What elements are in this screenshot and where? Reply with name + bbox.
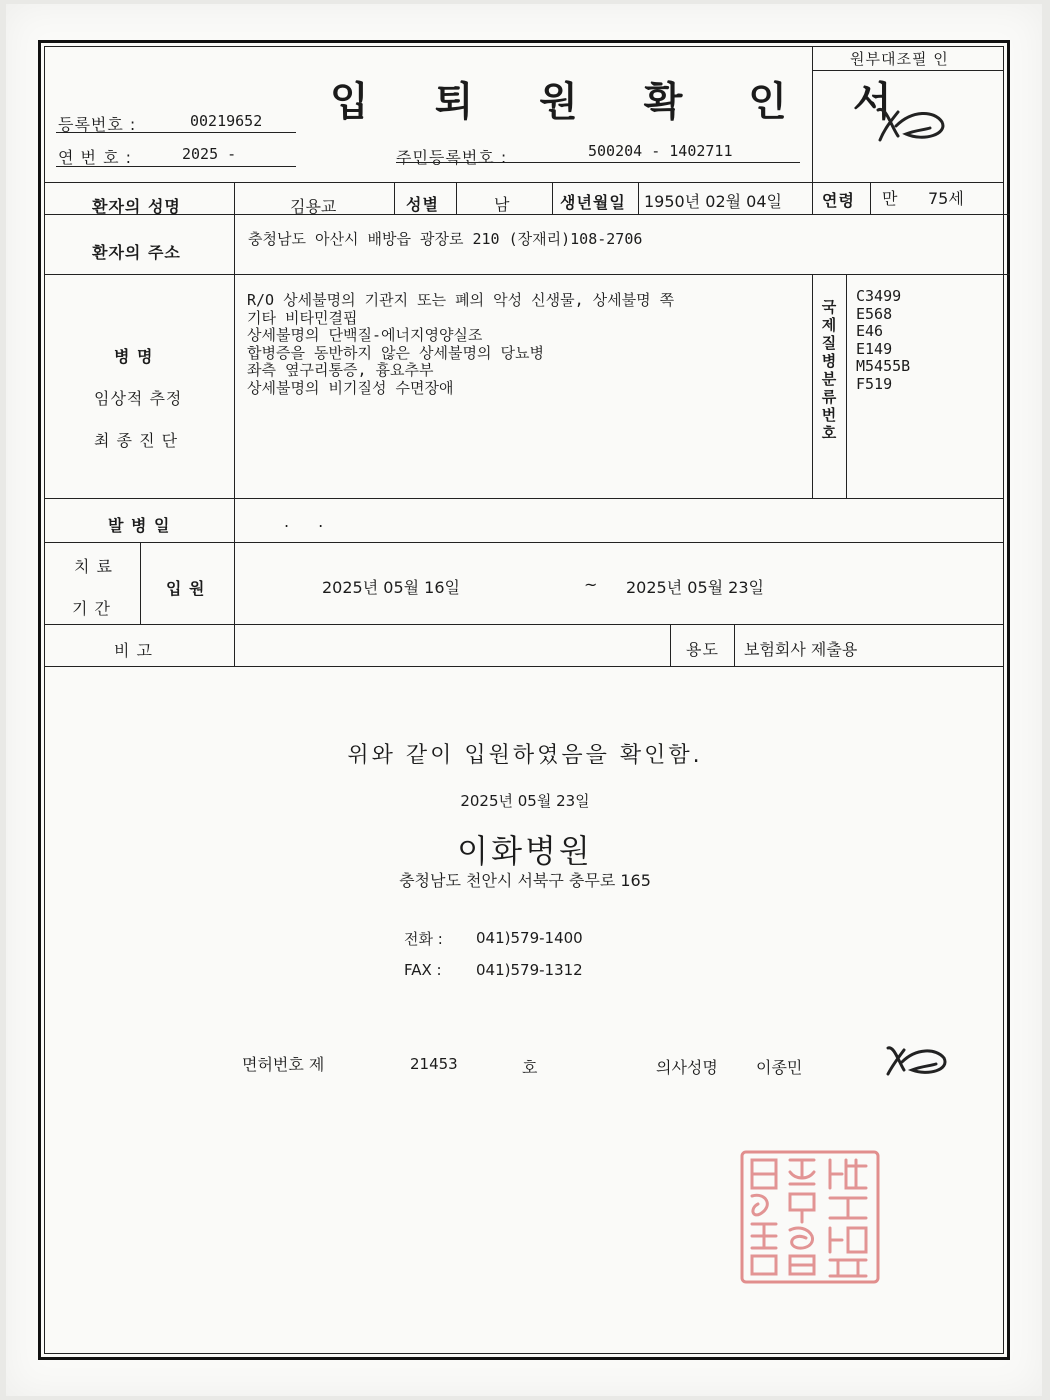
doctor-name: 이종민	[756, 1058, 803, 1077]
row-line-remarks	[44, 666, 1004, 667]
row-line-diagnosis	[44, 498, 1004, 499]
age-label: 연령	[822, 191, 855, 210]
doctor-signature	[882, 1040, 952, 1082]
purpose-value: 보험회사 제출용	[744, 640, 858, 659]
final-diagnosis-label: 최 종 진 단	[94, 431, 179, 450]
table-top-line	[44, 182, 1004, 183]
patient-name-label: 환자의 성명	[92, 197, 181, 216]
diagnosis-label: 병 명	[114, 347, 154, 366]
row-line-treatment	[44, 624, 1004, 625]
row-line-address	[44, 274, 1010, 275]
row-line-name	[44, 214, 1010, 215]
label-column-line	[234, 182, 235, 666]
dob-label-right	[638, 182, 639, 214]
diagnosis-line: R/O 상세불명의 기관지 또는 폐의 악성 신생물, 상세불명 쪽	[247, 291, 675, 309]
admission-from: 2025년 05월 16일	[322, 578, 460, 597]
sex-value: 남	[494, 195, 510, 214]
document-title: 입 퇴 원 확 인 서	[330, 79, 918, 125]
license-suffix: 호	[522, 1058, 538, 1077]
confirmation-text: 위와 같이 입원하였음을 확인함.	[347, 743, 703, 768]
clinical-estimate-label: 임상적 추정	[94, 389, 183, 408]
age-value: 75세	[928, 189, 964, 208]
rrn-underline	[396, 162, 800, 163]
onset-value: . .	[284, 512, 336, 531]
age-prefix: 만	[882, 189, 898, 208]
stamp-box-left	[812, 46, 813, 182]
rrn-label: 주민등록번호 :	[396, 148, 508, 167]
disease-code-label: 국제질병 분류번호	[821, 298, 837, 442]
purpose-label: 용도	[686, 640, 719, 659]
remarks-label: 비 고	[114, 641, 153, 660]
code-label-left	[812, 274, 813, 498]
phone-value: 041)579-1400	[476, 929, 583, 947]
diagnosis-list	[247, 292, 674, 397]
license-label: 면허번호 제	[242, 1055, 325, 1074]
original-check-label: 원부대조필 인	[850, 50, 949, 68]
admission-tilde: ~	[584, 575, 598, 594]
diagnosis-line: 좌측 옆구리통증, 흉요추부	[247, 361, 434, 379]
issue-date: 2025년 05월 23일	[460, 792, 590, 810]
address-label: 환자의 주소	[92, 243, 181, 262]
disease-code: M5455B	[856, 357, 911, 375]
doctor-name-label: 의사성명	[656, 1058, 718, 1077]
reg-no-label: 등록번호 :	[58, 115, 137, 134]
code-label-right	[846, 274, 847, 498]
signature-mark-top	[872, 100, 952, 150]
treatment-label-bottom: 기 간	[72, 599, 111, 618]
admission-to: 2025년 05월 23일	[626, 578, 764, 597]
dob-label: 생년월일	[560, 193, 626, 212]
age-label-right	[870, 182, 871, 214]
serial-underline	[56, 166, 296, 167]
disease-code: E568	[856, 304, 893, 323]
dob-label-left	[552, 182, 553, 214]
purpose-label-right	[734, 624, 735, 666]
sex-label: 성별	[406, 195, 439, 214]
row-line-onset	[44, 542, 1004, 543]
dob-value: 1950년 02월 04일	[644, 192, 782, 211]
fax-value: 041)579-1312	[476, 961, 583, 979]
disease-code-list	[856, 288, 910, 393]
serial-label: 연 번 호 :	[58, 148, 133, 167]
sex-label-left	[394, 182, 395, 214]
hospital-address: 충청남도 천안시 서북구 충무로 165	[399, 871, 651, 890]
phone-label: 전화 :	[404, 930, 443, 948]
diagnosis-line: 기타 비타민결핍	[247, 308, 358, 327]
disease-code: F519	[856, 374, 893, 393]
patient-name-value: 김용교	[290, 197, 337, 216]
diagnosis-line: 상세불명의 비기질성 수면장애	[247, 378, 454, 397]
sex-label-right	[456, 182, 457, 214]
rrn-value: 500204 - 1402711	[588, 142, 733, 160]
purpose-label-left	[670, 624, 671, 666]
fax-label: FAX :	[404, 961, 442, 979]
diagnosis-line: 합병증을 동반하지 않은 상세불명의 당뇨병	[247, 343, 544, 362]
stamp-box-divider	[812, 70, 1004, 71]
treatment-label-top: 치 료	[74, 557, 113, 576]
license-number: 21453	[410, 1055, 458, 1073]
onset-label: 발 병 일	[108, 516, 171, 535]
age-label-left	[812, 182, 813, 214]
reg-no-underline	[56, 132, 296, 133]
disease-code: E149	[856, 339, 893, 358]
treatment-sub-line	[140, 542, 141, 624]
serial-value: 2025 -	[182, 145, 237, 163]
reg-no-value: 00219652	[190, 112, 263, 130]
diagnosis-line: 상세불명의 단백질-에너지영양실조	[247, 326, 483, 344]
address-value: 충청남도 아산시 배방읍 광장로 210 (장재리)108-2706	[248, 230, 643, 248]
hospital-seal	[738, 1148, 882, 1286]
hospital-name: 이화병원	[457, 832, 593, 870]
disease-code: C3499	[856, 287, 902, 305]
admission-label: 입 원	[166, 579, 206, 598]
disease-code: E46	[856, 322, 884, 340]
